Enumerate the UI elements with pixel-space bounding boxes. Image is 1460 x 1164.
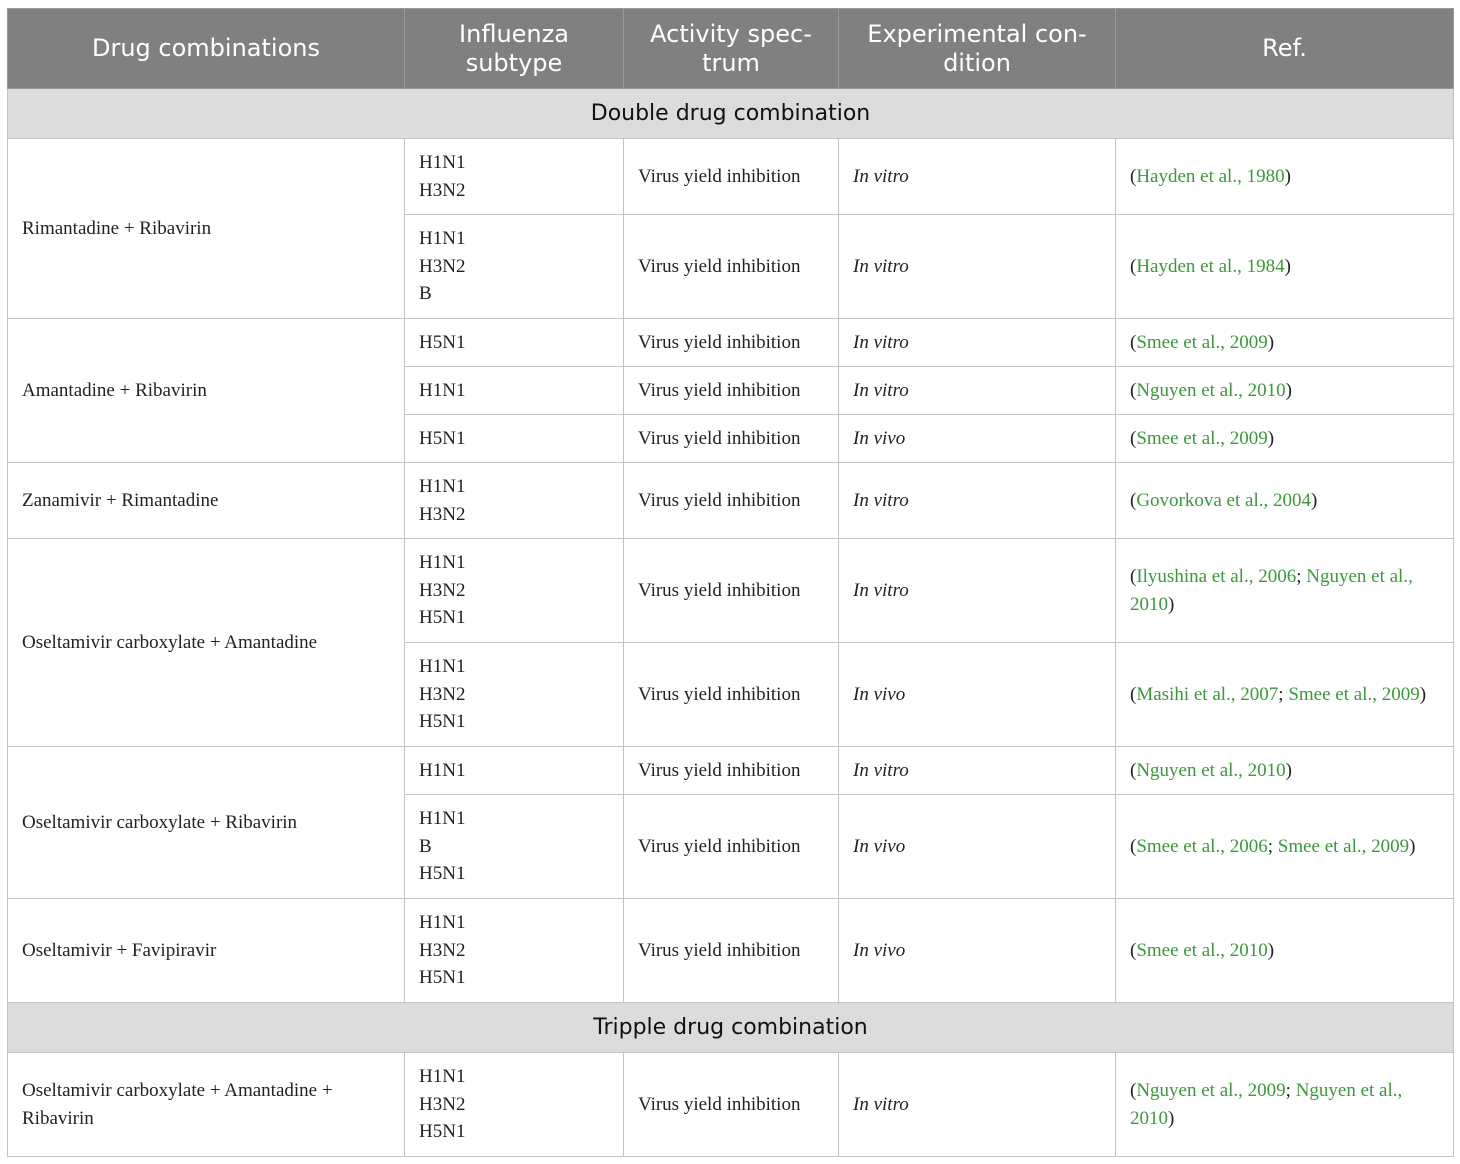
citation-punct: ) <box>1285 759 1292 781</box>
citation-punct: ) <box>1267 939 1275 961</box>
subtype-item: H1N1 <box>419 476 466 497</box>
citation-link[interactable]: Nguyen et al., 2010 <box>1130 566 1413 615</box>
table-row <box>8 463 1454 539</box>
activity-cell: Virus yield inhibition <box>624 139 839 215</box>
header-condition: Experimental con-dition <box>839 9 1116 89</box>
drug-cell: Oseltamivir + Favipiravir <box>8 899 405 1003</box>
citation-punct: ) <box>1267 427 1275 449</box>
citation-punct: ) <box>1267 331 1275 353</box>
subtype-item: H3N2 <box>419 683 466 705</box>
activity-cell: Virus yield inhibition <box>624 415 839 463</box>
subtype-cell <box>405 1053 624 1157</box>
subtype-cell <box>405 415 624 463</box>
condition-cell: In vitro <box>839 463 1116 539</box>
citation-punct: ( <box>1130 759 1137 781</box>
citation-link[interactable]: Nguyen et al., 2010 <box>1136 759 1286 781</box>
citation-punct: ( <box>1130 566 1137 587</box>
section-double: Double drug combination <box>8 89 1454 139</box>
condition-cell: In vitro <box>839 139 1116 215</box>
subtype-item: H3N2 <box>419 179 466 201</box>
subtype-item: H5N1 <box>419 711 466 733</box>
citation-punct: ( <box>1130 939 1137 961</box>
subtype-item: H5N1 <box>419 967 466 989</box>
ref-cell <box>1116 367 1454 415</box>
header-drug: Drug combinations <box>8 9 405 89</box>
condition-cell: In vivo <box>839 899 1116 1003</box>
ref-cell <box>1116 463 1454 539</box>
citation-punct: ; <box>1267 835 1278 857</box>
citation-punct: ( <box>1130 835 1137 857</box>
citation-link[interactable]: Masihi et al., 2007 <box>1136 683 1279 705</box>
subtype-item: H1N1 <box>419 379 466 401</box>
ref-cell <box>1116 539 1454 643</box>
citation-link[interactable]: Smee et al., 2009 <box>1136 331 1268 353</box>
subtype-item: H5N1 <box>419 1121 466 1143</box>
ref-cell <box>1116 319 1454 367</box>
citation-punct: ) <box>1168 1107 1175 1129</box>
header-ref: Ref. <box>1116 9 1454 89</box>
citation-link[interactable]: Smee et al., 2006 <box>1136 835 1268 857</box>
drug-cell: Oseltamivir carboxylate + Amantadine <box>8 539 405 747</box>
citation-punct: ( <box>1130 427 1137 449</box>
subtype-item: H1N1 <box>419 808 466 830</box>
subtype-item: H5N1 <box>419 331 466 353</box>
subtype-cell <box>405 215 624 319</box>
ref-cell <box>1116 795 1454 899</box>
ref-cell <box>1116 139 1454 215</box>
activity-cell: Virus yield inhibition <box>624 215 839 319</box>
citation-link[interactable]: Smee et al., 2009 <box>1277 835 1410 857</box>
subtype-cell <box>405 643 624 747</box>
table-row <box>8 139 1454 215</box>
table-row <box>8 899 1454 1003</box>
citation-punct: ) <box>1310 489 1318 511</box>
subtype-item: H3N2 <box>419 1093 466 1115</box>
citation-punct: ) <box>1285 379 1292 401</box>
subtype-cell <box>405 539 624 643</box>
citation-link[interactable]: Govorkova et al., 2004 <box>1136 489 1311 511</box>
activity-cell: Virus yield inhibition <box>624 643 839 747</box>
section-triple: Tripple drug combination <box>8 1003 1454 1053</box>
citation-punct: ( <box>1130 165 1137 187</box>
citation-punct: ( <box>1130 379 1137 401</box>
activity-cell: Virus yield inhibition <box>624 539 839 643</box>
drug-cell: Rimantadine + Ribavirin <box>8 139 405 319</box>
ref-cell <box>1116 215 1454 319</box>
citation-punct: ) <box>1419 683 1427 705</box>
condition-cell: In vitro <box>839 1053 1116 1157</box>
subtype-cell <box>405 463 624 539</box>
header-activity: Activity spec-trum <box>624 9 839 89</box>
citation-punct: ; <box>1278 683 1289 705</box>
condition-cell: In vitro <box>839 367 1116 415</box>
ref-cell <box>1116 747 1454 795</box>
citation-link[interactable]: Hayden et al., 1980 <box>1136 165 1285 187</box>
subtype-cell <box>405 795 624 899</box>
activity-cell: Virus yield inhibition <box>624 1053 839 1157</box>
header-subtype: Influenza subtype <box>405 9 624 89</box>
citation-link[interactable]: Nguyen et al., 2010 <box>1136 379 1286 401</box>
header-row <box>8 9 1454 89</box>
subtype-item: B <box>419 283 432 305</box>
citation-link[interactable]: Smee et al., 2010 <box>1136 939 1268 961</box>
ref-cell <box>1116 899 1454 1003</box>
citation-punct: ( <box>1130 489 1137 511</box>
subtype-item: H5N1 <box>419 863 466 885</box>
subtype-item: H1N1 <box>419 759 466 781</box>
citation-link[interactable]: Smee et al., 2009 <box>1136 427 1268 449</box>
citation-punct: ( <box>1130 683 1137 705</box>
table-row <box>8 1053 1454 1157</box>
citation-punct: ) <box>1409 835 1416 857</box>
subtype-item: H3N2 <box>419 579 466 601</box>
subtype-cell <box>405 747 624 795</box>
citation-punct: ( <box>1130 331 1137 353</box>
condition-cell: In vitro <box>839 215 1116 319</box>
drug-cell: Amantadine + Ribavirin <box>8 319 405 463</box>
activity-cell: Virus yield inhibition <box>624 367 839 415</box>
table-row <box>8 319 1454 367</box>
subtype-item: B <box>419 835 432 857</box>
subtype-item: H3N2 <box>419 939 466 961</box>
activity-cell: Virus yield inhibition <box>624 319 839 367</box>
citation-link[interactable]: Ilyushina et al., 2006 <box>1136 566 1297 587</box>
ref-cell <box>1116 1053 1454 1157</box>
subtype-item: H1N1 <box>419 656 466 678</box>
subtype-cell <box>405 319 624 367</box>
activity-cell: Virus yield inhibition <box>624 899 839 1003</box>
citation-link[interactable]: Hayden et al., 1984 <box>1136 255 1285 277</box>
condition-cell: In vitro <box>839 747 1116 795</box>
subtype-cell <box>405 139 624 215</box>
subtype-item: H1N1 <box>419 152 466 173</box>
citation-punct: ) <box>1284 165 1291 187</box>
section-row <box>8 1003 1454 1053</box>
drug-cell: Oseltamivir carboxylate + Amantadine + Ribavirin <box>8 1053 405 1157</box>
drug-combination-table <box>7 8 1454 1157</box>
subtype-item: H5N1 <box>419 427 466 449</box>
activity-cell: Virus yield inhibition <box>624 463 839 539</box>
drug-cell: Zanamivir + Rimantadine <box>8 463 405 539</box>
condition-cell: In vivo <box>839 795 1116 899</box>
table-row <box>8 539 1454 643</box>
activity-cell: Virus yield inhibition <box>624 747 839 795</box>
subtype-item: H3N2 <box>419 503 466 525</box>
subtype-item: H1N1 <box>419 552 466 574</box>
citation-link[interactable]: Smee et al., 2009 <box>1288 683 1420 705</box>
subtype-item: H5N1 <box>419 607 466 629</box>
subtype-cell <box>405 367 624 415</box>
citation-punct: ; <box>1285 1080 1296 1101</box>
citation-link[interactable]: Nguyen et al., 2010 <box>1130 1080 1403 1129</box>
drug-cell: Oseltamivir carboxylate + Ribavirin <box>8 747 405 899</box>
citation-link[interactable]: Nguyen et al., 2009 <box>1136 1080 1286 1101</box>
condition-cell: In vivo <box>839 415 1116 463</box>
activity-cell: Virus yield inhibition <box>624 795 839 899</box>
citation-punct: ( <box>1130 1080 1137 1101</box>
ref-cell <box>1116 415 1454 463</box>
condition-cell: In vitro <box>839 319 1116 367</box>
citation-punct: ) <box>1284 255 1291 277</box>
subtype-item: H1N1 <box>419 1066 466 1088</box>
citation-punct: ; <box>1296 566 1307 587</box>
citation-punct: ) <box>1168 593 1175 615</box>
subtype-item: H3N2 <box>419 255 466 277</box>
citation-punct: ( <box>1130 255 1137 277</box>
condition-cell: In vitro <box>839 539 1116 643</box>
table-row <box>8 747 1454 795</box>
ref-cell <box>1116 643 1454 747</box>
subtype-item: H1N1 <box>419 228 466 250</box>
subtype-item: H1N1 <box>419 912 466 934</box>
section-row <box>8 89 1454 139</box>
condition-cell: In vivo <box>839 643 1116 747</box>
subtype-cell <box>405 899 624 1003</box>
